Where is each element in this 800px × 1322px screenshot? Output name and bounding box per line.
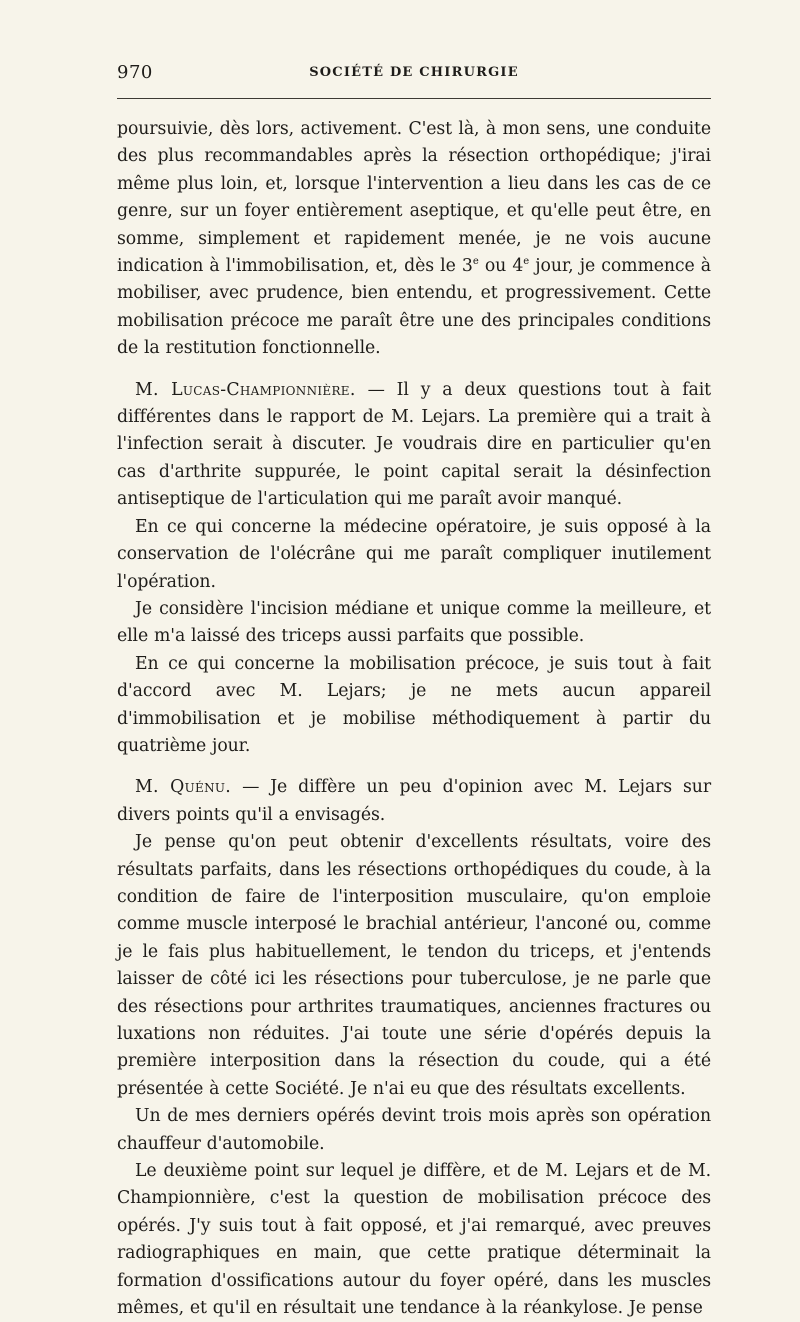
speaker-name: M. Quénu. bbox=[135, 777, 232, 798]
speaker-name: M. Lucas-Championnière. bbox=[135, 379, 356, 400]
paragraph-lucas-championniere bbox=[117, 377, 711, 514]
ordinal-superscript: e bbox=[472, 256, 479, 268]
paragraph: En ce qui concerne la médecine opératoire, je suis opposé à la conservation de l'olécrâne qui me paraît compliquer inutilement l'opération. bbox=[117, 516, 711, 592]
page-header bbox=[117, 62, 711, 86]
page-number: 970 bbox=[117, 62, 153, 83]
paragraph-quenu bbox=[117, 774, 711, 829]
body-text bbox=[117, 116, 711, 1322]
paragraph-text: — Je diffère un peu d'opinion avec M. Lejars sur divers points qu'il a envisagés. bbox=[117, 777, 712, 825]
paragraph: Un de mes derniers opérés devint trois mois après son opération chauffeur d'automobile. bbox=[117, 1106, 711, 1154]
ordinal-superscript: e bbox=[523, 256, 530, 268]
paragraph-text: jour, je commence à mobiliser, avec prudence, bien entendu, et progressivement. Cette mobilisation précoce me paraît être une des principales conditions de la restitution fonctionnelle. bbox=[117, 256, 711, 359]
paragraph: Je considère l'incision médiane et unique comme la meilleure, et elle m'a laissé des triceps aussi parfaits que possible. bbox=[117, 598, 711, 647]
paragraph: En ce qui concerne la mobilisation précoce, je suis tout à fait d'accord avec M. Lejars; je ne mets aucun appareil d'immobilisation et je mobilise méthodiquement à partir du quatrième jour. bbox=[117, 653, 711, 756]
running-title: SOCIÉTÉ DE CHIRURGIE bbox=[309, 65, 519, 80]
paragraph: Je pense qu'on peut obtenir d'excellents résultats, voire des résultats parfaits, dans les résections orthopédiques du coude, à la condition de faire de l'interposition musculaire, qu'on emploie comme muscle interposé le brachial antérieur, l'anconé ou, comme je le fais plus habituellement, le tendon du triceps, et j'entends laisser de côté ici les résections pour tuberculose, je ne parle que des résections pour arthrites traumatiques, anciennes fractures ou luxations non réduites. J'ai toute une série d'opérés depuis la première interposition dans la résection du coude, qui a été présentée à cette Société. Je n'ai eu que des résultats excellents. bbox=[117, 832, 711, 1099]
header-rule bbox=[117, 98, 711, 99]
paragraph-text: — Il y a deux questions tout à fait différentes dans le rapport de M. Lejars. La première qui a trait à l'infection serait à discuter. Je voudrais dire en particulier qu'en cas d'arthrite suppurée, le point capital serait la désinfection antiseptique de l'articulation qui me paraît avoir manqué. bbox=[117, 379, 711, 510]
paragraph-text: ou 4 bbox=[478, 256, 524, 277]
paragraph-continuation bbox=[117, 116, 711, 363]
paragraph: Le deuxième point sur lequel je diffère, et de M. Lejars et de M. Championnière, c'est la question de mobilisation précoce des opérés. J'y suis tout à fait opposé, et j'ai remarqué, avec preuves radiographiques en main, que cette pratique déterminait la formation d'ossifications autour du foyer opéré, dans les muscles mêmes, et qu'il en résultait une tendance à la réankylose. Je pense bbox=[117, 1161, 711, 1319]
paragraph-text: poursuivie, dès lors, activement. C'est là, à mon sens, une conduite des plus recommandables après la résection orthopédique; j'irai même plus loin, et, lorsque l'intervention a lieu dans les cas de ce genre, sur un foyer entièrement aseptique, et qu'elle peut être, en somme, simplement et rapidement menée, je ne vois aucune indication à l'immobilisation, et, dès le 3 bbox=[117, 119, 711, 277]
